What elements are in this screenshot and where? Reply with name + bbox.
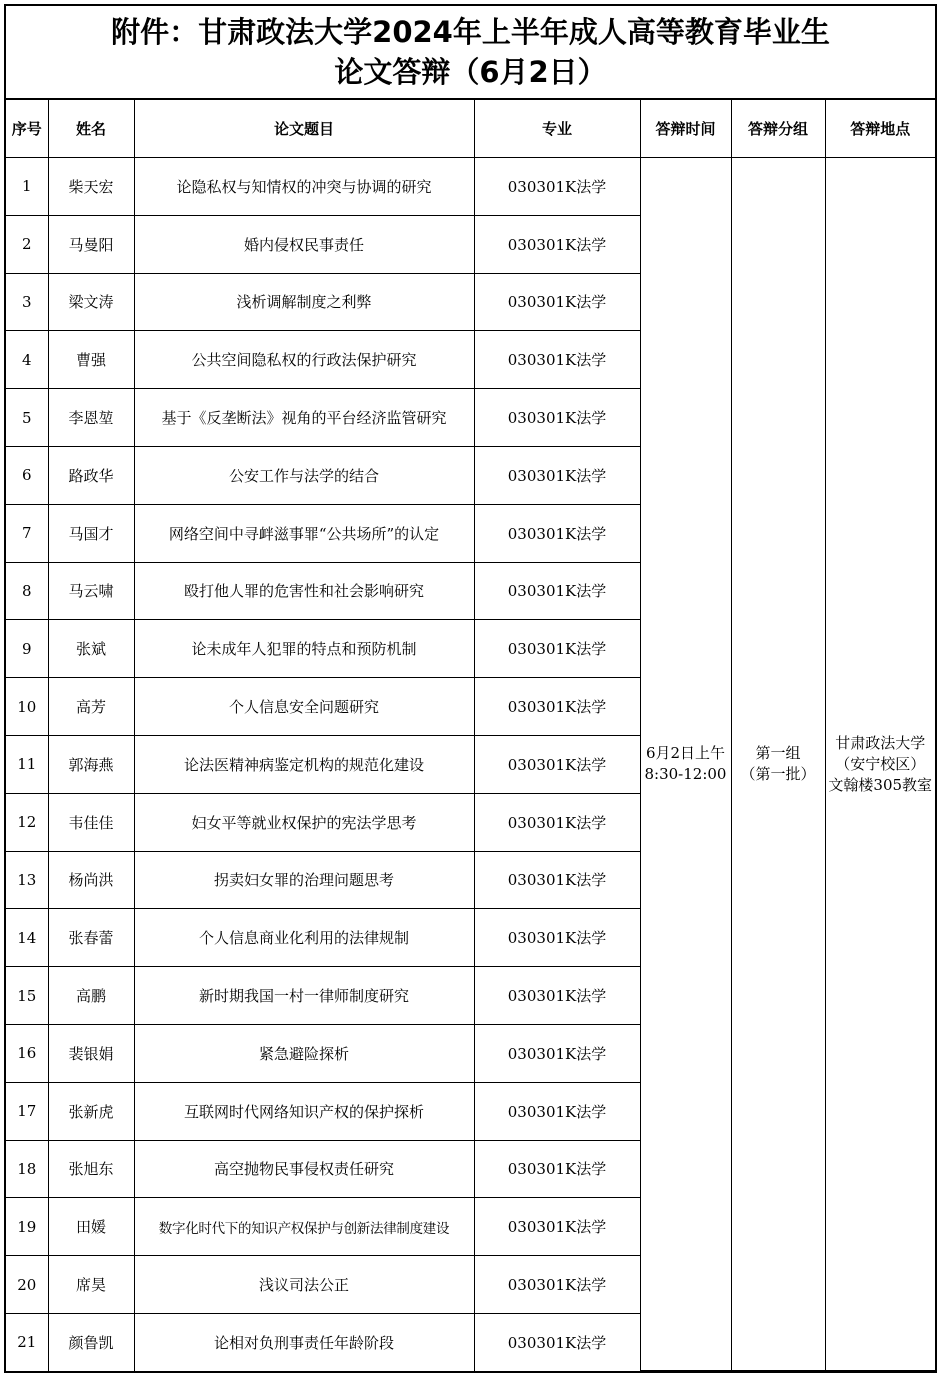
cell-major: 030301K法学 bbox=[474, 1313, 640, 1370]
cell-topic: 数字化时代下的知识产权保护与创新法律制度建设 bbox=[134, 1198, 474, 1256]
defense-group-batch: （第一批） bbox=[740, 765, 816, 784]
cell-major: 030301K法学 bbox=[474, 851, 640, 909]
cell-major: 030301K法学 bbox=[474, 620, 640, 678]
cell-topic: 个人信息商业化利用的法律规制 bbox=[134, 909, 474, 967]
header-seq: 序号 bbox=[6, 100, 48, 158]
table-row bbox=[6, 158, 935, 216]
cell-name: 颜鲁凯 bbox=[48, 1313, 134, 1370]
cell-major: 030301K法学 bbox=[474, 735, 640, 793]
cell-major: 030301K法学 bbox=[474, 331, 640, 389]
cell-topic: 妇女平等就业权保护的宪法学思考 bbox=[134, 793, 474, 851]
cell-name: 张新虎 bbox=[48, 1082, 134, 1140]
cell-seq: 2 bbox=[6, 215, 48, 273]
cell-seq: 9 bbox=[6, 620, 48, 678]
defense-time-date: 6月2日上午 bbox=[645, 744, 726, 763]
schedule-table bbox=[6, 100, 935, 1371]
cell-topic: 浅析调解制度之利弊 bbox=[134, 273, 474, 331]
cell-seq: 20 bbox=[6, 1256, 48, 1314]
cell-name: 张斌 bbox=[48, 620, 134, 678]
cell-seq: 6 bbox=[6, 446, 48, 504]
cell-seq: 21 bbox=[6, 1313, 48, 1370]
cell-name: 席昊 bbox=[48, 1256, 134, 1314]
cell-seq: 15 bbox=[6, 967, 48, 1025]
cell-major: 030301K法学 bbox=[474, 1140, 640, 1198]
cell-seq: 12 bbox=[6, 793, 48, 851]
cell-major: 030301K法学 bbox=[474, 1024, 640, 1082]
cell-name: 郭海燕 bbox=[48, 735, 134, 793]
cell-name: 张春蕾 bbox=[48, 909, 134, 967]
cell-major: 030301K法学 bbox=[474, 678, 640, 736]
cell-topic: 个人信息安全问题研究 bbox=[134, 678, 474, 736]
cell-name: 梁文涛 bbox=[48, 273, 134, 331]
cell-defense-group bbox=[731, 158, 825, 1371]
header-row bbox=[6, 100, 935, 158]
cell-topic: 婚内侵权民事责任 bbox=[134, 215, 474, 273]
cell-seq: 14 bbox=[6, 909, 48, 967]
cell-seq: 8 bbox=[6, 562, 48, 620]
cell-name: 马云啸 bbox=[48, 562, 134, 620]
document-title bbox=[6, 6, 935, 100]
cell-topic: 基于《反垄断法》视角的平台经济监管研究 bbox=[134, 389, 474, 447]
cell-topic: 殴打他人罪的危害性和社会影响研究 bbox=[134, 562, 474, 620]
title-line-1: 附件：甘肃政法大学2024年上半年成人高等教育毕业生 bbox=[111, 15, 830, 49]
cell-name: 曹强 bbox=[48, 331, 134, 389]
cell-seq: 19 bbox=[6, 1198, 48, 1256]
defense-schedule-sheet bbox=[4, 4, 937, 1373]
cell-name: 韦佳佳 bbox=[48, 793, 134, 851]
cell-seq: 10 bbox=[6, 678, 48, 736]
cell-name: 马曼阳 bbox=[48, 215, 134, 273]
location-room: 文翰楼305教室 bbox=[828, 775, 933, 794]
cell-topic: 拐卖妇女罪的治理问题思考 bbox=[134, 851, 474, 909]
cell-major: 030301K法学 bbox=[474, 793, 640, 851]
header-topic: 论文题目 bbox=[134, 100, 474, 158]
cell-major: 030301K法学 bbox=[474, 1198, 640, 1256]
header-time: 答辩时间 bbox=[640, 100, 731, 158]
cell-seq: 16 bbox=[6, 1024, 48, 1082]
cell-name: 田媛 bbox=[48, 1198, 134, 1256]
defense-time-hours: 8:30-12:00 bbox=[644, 765, 727, 784]
cell-name: 马国才 bbox=[48, 504, 134, 562]
location-university: 甘肃政法大学 bbox=[835, 733, 926, 752]
cell-seq: 13 bbox=[6, 851, 48, 909]
cell-seq: 17 bbox=[6, 1082, 48, 1140]
cell-topic: 公安工作与法学的结合 bbox=[134, 446, 474, 504]
cell-topic: 浅议司法公正 bbox=[134, 1256, 474, 1314]
cell-name: 高芳 bbox=[48, 678, 134, 736]
cell-topic: 论相对负刑事责任年龄阶段 bbox=[134, 1313, 474, 1370]
cell-topic: 公共空间隐私权的行政法保护研究 bbox=[134, 331, 474, 389]
cell-major: 030301K法学 bbox=[474, 967, 640, 1025]
header-group: 答辩分组 bbox=[731, 100, 825, 158]
cell-major: 030301K法学 bbox=[474, 1256, 640, 1314]
cell-seq: 4 bbox=[6, 331, 48, 389]
cell-seq: 1 bbox=[6, 158, 48, 216]
cell-topic: 论法医精神病鉴定机构的规范化建设 bbox=[134, 735, 474, 793]
cell-name: 李恩堃 bbox=[48, 389, 134, 447]
cell-topic: 高空抛物民事侵权责任研究 bbox=[134, 1140, 474, 1198]
header-major: 专业 bbox=[474, 100, 640, 158]
cell-major: 030301K法学 bbox=[474, 273, 640, 331]
cell-major: 030301K法学 bbox=[474, 446, 640, 504]
cell-major: 030301K法学 bbox=[474, 1082, 640, 1140]
cell-major: 030301K法学 bbox=[474, 158, 640, 216]
cell-seq: 3 bbox=[6, 273, 48, 331]
cell-major: 030301K法学 bbox=[474, 562, 640, 620]
cell-topic: 网络空间中寻衅滋事罪“公共场所”的认定 bbox=[134, 504, 474, 562]
cell-major: 030301K法学 bbox=[474, 389, 640, 447]
cell-defense-location bbox=[825, 158, 935, 1371]
title-line-2: 论文答辩（6月2日） bbox=[334, 55, 607, 89]
cell-name: 高鹏 bbox=[48, 967, 134, 1025]
cell-name: 杨尚洪 bbox=[48, 851, 134, 909]
cell-name: 张旭东 bbox=[48, 1140, 134, 1198]
cell-name: 路政华 bbox=[48, 446, 134, 504]
cell-major: 030301K法学 bbox=[474, 504, 640, 562]
cell-topic: 紧急避险探析 bbox=[134, 1024, 474, 1082]
table-body bbox=[6, 158, 935, 1371]
cell-seq: 18 bbox=[6, 1140, 48, 1198]
cell-major: 030301K法学 bbox=[474, 909, 640, 967]
cell-seq: 7 bbox=[6, 504, 48, 562]
cell-name: 柴天宏 bbox=[48, 158, 134, 216]
cell-name: 裴银娟 bbox=[48, 1024, 134, 1082]
cell-topic: 互联网时代网络知识产权的保护探析 bbox=[134, 1082, 474, 1140]
location-campus: （安宁校区） bbox=[835, 754, 926, 773]
cell-topic: 新时期我国一村一律师制度研究 bbox=[134, 967, 474, 1025]
header-name: 姓名 bbox=[48, 100, 134, 158]
cell-topic: 论未成年人犯罪的特点和预防机制 bbox=[134, 620, 474, 678]
cell-seq: 11 bbox=[6, 735, 48, 793]
cell-defense-time bbox=[640, 158, 731, 1371]
cell-topic: 论隐私权与知情权的冲突与协调的研究 bbox=[134, 158, 474, 216]
header-location: 答辩地点 bbox=[825, 100, 935, 158]
cell-major: 030301K法学 bbox=[474, 215, 640, 273]
cell-seq: 5 bbox=[6, 389, 48, 447]
defense-group-name: 第一组 bbox=[755, 744, 801, 763]
